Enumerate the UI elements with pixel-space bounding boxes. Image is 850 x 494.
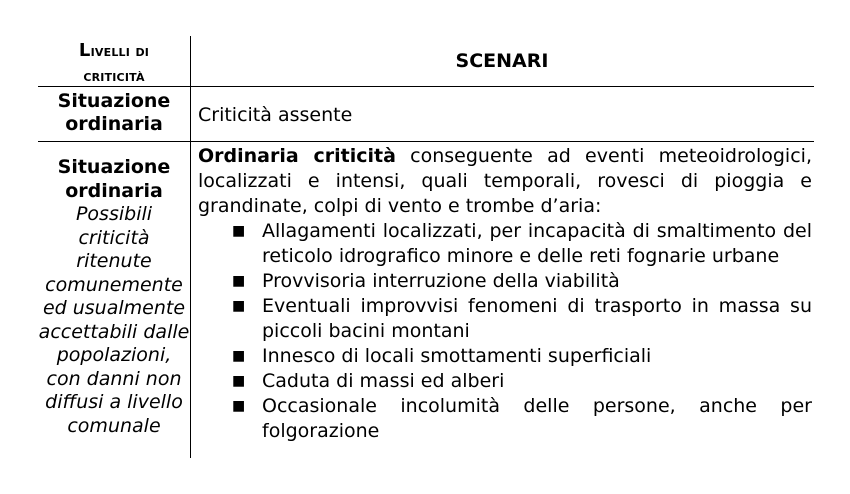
row2-level-desc-line: criticità ritenute bbox=[76, 226, 152, 272]
column-divider bbox=[190, 36, 191, 458]
square-bullet-icon: ■ bbox=[232, 273, 246, 289]
row2-level bbox=[38, 156, 190, 438]
row-divider bbox=[38, 141, 814, 142]
list-item bbox=[198, 269, 812, 294]
row2-level-desc-line: comunemente bbox=[45, 273, 183, 296]
square-bullet-icon: ■ bbox=[232, 223, 246, 239]
row2-level-desc-line: Possibili bbox=[75, 203, 153, 225]
list-item bbox=[198, 369, 812, 394]
scenario-intro-bold: Ordinaria criticità bbox=[198, 145, 396, 167]
row2-level-desc-line: con danni non bbox=[46, 367, 182, 390]
list-item-text: Caduta di massi ed alberi bbox=[262, 370, 505, 392]
scenario-intro-text: conseguente ad eventi meteoidrologici, localizzati e intensi, quali temporali, rovesci di pioggia e grandinate, colpi di vento e trombe d’aria: bbox=[198, 145, 812, 217]
header-levels bbox=[38, 38, 190, 89]
list-item-text: Provvisoria interruzione della viabilità bbox=[262, 270, 620, 292]
header-levels-cap: L bbox=[78, 40, 91, 61]
scenario-intro bbox=[198, 144, 812, 219]
square-bullet-icon: ■ bbox=[232, 298, 246, 314]
scenario-list bbox=[198, 219, 812, 444]
list-item bbox=[198, 219, 812, 269]
row2-level-bold1: Situazione bbox=[57, 156, 171, 178]
list-item bbox=[198, 294, 812, 344]
square-bullet-icon: ■ bbox=[232, 398, 246, 414]
row2-level-desc-line: popolazioni, bbox=[56, 344, 172, 366]
row1-scenario: Criticità assente bbox=[198, 104, 353, 126]
list-item-text: Occasionale incolumità delle persone, anche per folgorazione bbox=[262, 395, 812, 442]
square-bullet-icon: ■ bbox=[232, 348, 246, 364]
list-item bbox=[198, 344, 812, 369]
list-item bbox=[198, 394, 812, 444]
header-levels-line1: ivelli di bbox=[90, 42, 150, 60]
row1-level-line2: ordinaria bbox=[65, 113, 163, 135]
row2-level-desc-line: diffusi a livello bbox=[45, 391, 183, 413]
row2-scenario bbox=[198, 144, 812, 444]
row1-level-line1: Situazione bbox=[57, 90, 171, 112]
header-levels-line2: criticità bbox=[83, 67, 145, 85]
list-item-text: Eventuali improvvisi fenomeni di trasporto in massa su piccoli bacini montani bbox=[262, 295, 812, 342]
list-item-text: Allagamenti localizzati, per incapacità di smaltimento del reticolo idrografico minore e delle reti fognarie urbane bbox=[262, 220, 812, 267]
row2-level-desc-line: ed usualmente bbox=[42, 297, 186, 319]
header-scenarios: SCENARI bbox=[455, 50, 549, 72]
row2-level-desc-line: comunale bbox=[67, 414, 161, 437]
row2-level-desc-line: accettabili dalle bbox=[38, 320, 190, 343]
list-item-text: Innesco di locali smottamenti superficiali bbox=[262, 345, 652, 367]
row2-level-bold2: ordinaria bbox=[65, 179, 163, 202]
square-bullet-icon: ■ bbox=[232, 373, 246, 389]
row1-level bbox=[38, 90, 190, 136]
